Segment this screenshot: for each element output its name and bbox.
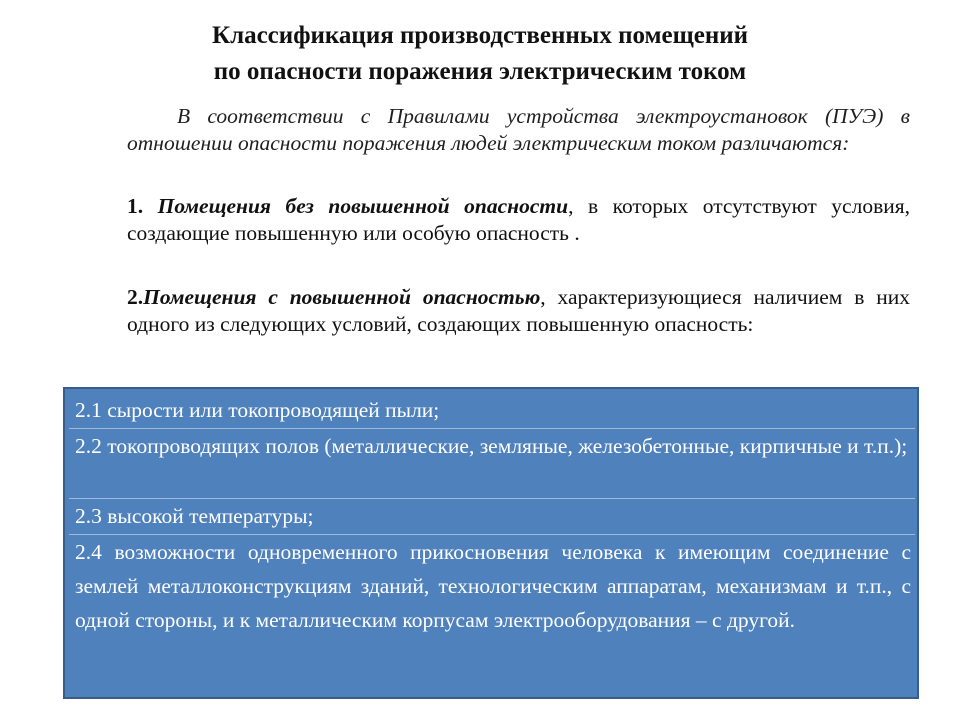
condition-item-2-3: 2.3 высокой температуры; — [75, 504, 314, 528]
item-2-number: 2. — [127, 285, 144, 309]
condition-item-2-2: 2.2 токопроводящих полов (металлические, земляные, железобетонные, кирпичные и т.п.); — [75, 434, 908, 458]
conditions-box — [63, 387, 919, 699]
classification-item-1 — [127, 193, 910, 247]
item-2-text: , характеризующиеся наличием в них одного из следующих условий, создающих повышенную опасность: — [127, 285, 910, 336]
title-line-1: Классификация производственных помещений — [211, 22, 749, 49]
item-2-emphasis: Помещения с повышенной опасностью — [143, 285, 541, 309]
intro-paragraph: В соответствии с Правилами устройства электроустановок (ПУЭ) в отношении опасности поражения людей электрическим током различаются: — [127, 104, 910, 155]
item-1-text: , в которых отсутствуют условия, создающие повышенную или особую опасность . — [127, 194, 911, 245]
item-1-emphasis: Помещения без повышенной опасности — [157, 194, 569, 218]
classification-item-2 — [127, 284, 910, 338]
page-title — [0, 18, 960, 90]
condition-item-2-1: 2.1 сырости или токопроводящей пыли; — [75, 398, 440, 422]
title-line-2: по опасности поражения электрическим током — [213, 58, 747, 85]
condition-item-2-4: 2.4 возможности одновременного прикосновения человека к имеющим соединение с землей металлоконструкциям зданий, технологическим аппаратам, механизмам и т.п., с одной стороны, и к металлическим корпусам электрооборудования – с другой. — [75, 540, 911, 632]
item-1-number: 1. — [127, 194, 144, 218]
